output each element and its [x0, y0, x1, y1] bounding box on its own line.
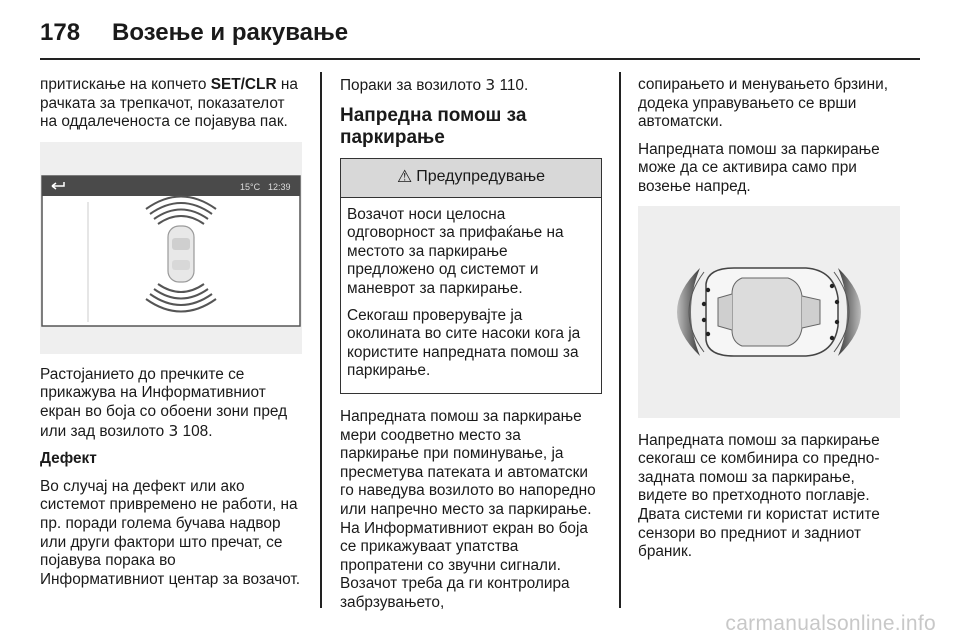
screen-time: 12:39 [268, 181, 291, 192]
paragraph: Во случај на дефект или ако системот привремено не работи, на пр. поради голема бучава надвор или други фактори што пречат, се појавува порака во Информативниот центар за возачот. [40, 477, 301, 588]
car-top-view-icon [706, 268, 838, 356]
warning-text: Возачот носи целосна одговорност за прифаќање на местото за паркирање предложено од системот и маневрот за паркирање. [347, 205, 564, 297]
page-number: 178 [40, 19, 81, 46]
parking-display-figure [40, 142, 302, 354]
car-top-view-icon [168, 226, 194, 282]
warning-box [340, 158, 602, 394]
paragraph: Напредната помош за паркирање секогаш се комбинира со предно-задната помош за паркирање, видете во претходното поглавје. Двата системи ги користат истите сензори во предниот и задниот браник. [638, 431, 880, 561]
column-1 [40, 76, 302, 598]
column-divider-2 [619, 72, 621, 608]
watermark: carmanualsonline.info [725, 612, 936, 635]
paragraph: Растојанието до пречките се прикажува на Информативниот екран во боја со обоени зони пред или зад возилото 3 108. [40, 365, 288, 440]
warning-text: Секогаш проверувајте ја околината во сите насоки кога ја користите напредната помош за паркирање. [347, 306, 581, 380]
page-reference-icon: 3 [485, 76, 496, 94]
warning-triangle-icon: ⚠ [396, 167, 413, 187]
defect-heading: Дефект [40, 450, 97, 468]
paragraph: Пораки за возилото 3 110. [340, 76, 529, 94]
warning-header [341, 159, 601, 198]
info-display-illustration [40, 142, 302, 354]
warning-title: Предупредување [416, 168, 546, 186]
paragraph: Напредната помош за паркирање може да се активира само при возење напред. [638, 140, 880, 195]
paragraph: сопирањето и менувањето брзини, додека управувањето се врши автоматски. [638, 76, 889, 131]
screen-temperature: 15°C [240, 181, 261, 192]
paragraph: Напредната помош за паркирање мери соодветно место за паркирање при поминување, ја пресметува патеката и автоматски го наведува возилото во напоредно или напречно место за паркирање. На Информативниот екран во боја се прикажуваат упатства пропратени со звучни сигнали. Возачот треба да ги контролира забрзувањето, [340, 407, 596, 611]
button-name: SET/CLR [210, 76, 277, 93]
column-2 [340, 76, 602, 621]
header-rule [40, 58, 920, 60]
paragraph: притискање на копчето SET/CLR на рачката за трепкачот, показателот на оддалеченоста се појавува пак. [40, 76, 298, 131]
column-3 [638, 76, 904, 571]
column-divider-1 [320, 72, 322, 608]
warning-body [341, 198, 601, 393]
sensor-coverage-figure [638, 206, 900, 418]
section-heading: Напредна помош за паркирање [340, 104, 527, 148]
chapter-title: Возење и ракување [112, 19, 349, 46]
page-reference-icon: 3 [168, 421, 179, 440]
page-header [40, 14, 920, 52]
car-sensor-illustration [638, 206, 900, 418]
